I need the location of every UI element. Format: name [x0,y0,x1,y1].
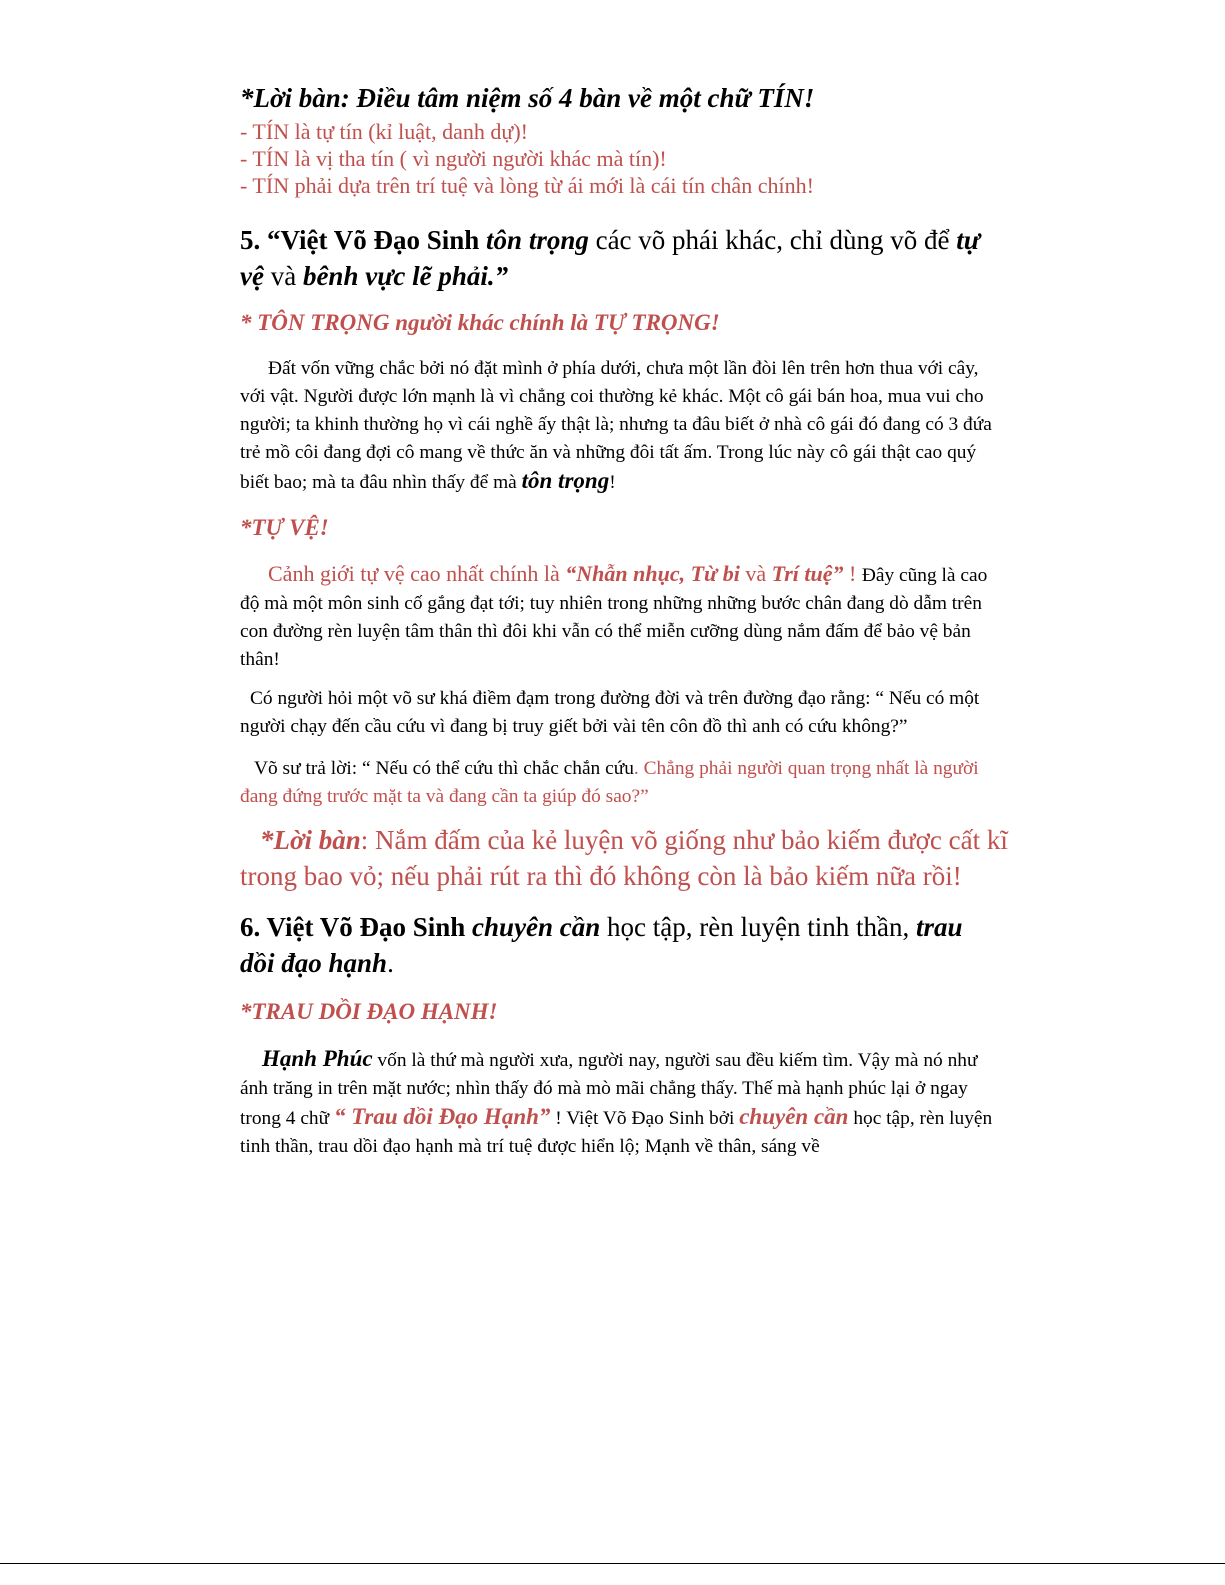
tu-ve-heading: *TỰ VỆ! [240,515,329,540]
tin-item: - TÍN là vị tha tín ( vì người người khác mà tín)! [240,146,667,171]
ton-trong-heading: * TÔN TRỌNG người khác chính là TỰ TRỌNG! [240,310,720,335]
section-6-heading: 6. Việt Võ Đạo Sinh chuyên cần học tập, rèn luyện tinh thần, trau dồi đạo hạnh. [240,912,963,978]
tin-item: - TÍN phải dựa trên trí tuệ và lòng từ ái mới là cái tín chân chính! [240,173,814,198]
loiban-fist-paragraph: *Lời bàn: Nắm đấm của kẻ luyện võ giống như bảo kiếm được cất kĩ trong bao vỏ; nếu phải rút ra thì đó không còn là bảo kiếm nữa rồi! [240,825,1008,891]
tu-ve-paragraph: Cảnh giới tự vệ cao nhất chính là “Nhẫn nhục, Từ bi và Trí tuệ” ! Đây cũng là cao độ mà một môn sinh cố gắng đạt tới; tuy nhiên trong những những bước chân đang dò dẫm trên con đường rèn luyện tâm thân thì đôi khi vẫn có thể miễn cưỡng dùng nắm đấm để bảo vệ bản thân! [240,561,988,670]
section-5-heading: 5. “Việt Võ Đạo Sinh tôn trọng các võ phái khác, chỉ dùng võ để tự vệ và bênh vực lẽ phải.” [240,225,980,291]
loiban-tin-heading: *Lời bàn: Điều tâm niệm số 4 bàn về một chữ TÍN! [240,83,815,113]
story-question: Có người hỏi một võ sư khá điềm đạm trong đường đời và trên đường đạo rằng: “ Nếu có một người chạy đến cầu cứu vì đang bị truy giết bởi vài tên côn đồ thì anh có cứu không?” [240,688,980,737]
trau-doi-paragraph: Hạnh Phúc vốn là thứ mà người xưa, người nay, người sau đều kiếm tìm. Vậy mà nó như ánh trăng in trên mặt nước; nhìn thấy đó mà mò mãi chẳng thấy. Thế mà hạnh phúc lại ở ngay trong 4 chữ “ Trau dồi Đạo Hạnh” ! Việt Võ Đạo Sinh bởi chuyên cần học tập, rèn luyện tinh thần, trau dồi đạo hạnh mà trí tuệ được hiển lộ; Mạnh về thân, sáng về [240,1046,993,1157]
tin-list [240,118,1000,199]
ton-trong-paragraph: Đất vốn vững chắc bởi nó đặt mình ở phía dưới, chưa một lần đòi lên trên hơn thua với cây, với vật. Người được lớn mạnh là vì chẳng coi thường kẻ khác. Một cô gái bán hoa, mua vui cho người; ta khinh thường họ vì cái nghề ấy thật là; nhưng ta đâu biết ở nhà cô gái đó đang có 3 đứa trẻ mồ côi đang đợi cô mang về thức ăn và những đôi tất ấm. Trong lúc này cô gái thật cao quý biết bao; mà ta đâu nhìn thấy để mà tôn trọng! [240,358,992,493]
tin-item: - TÍN là tự tín (kỉ luật, danh dự)! [240,119,528,144]
page-bottom-border [0,1563,1225,1564]
trau-doi-heading: *TRAU DỒI ĐẠO HẠNH! [240,999,498,1024]
story-answer: Võ sư trả lời: “ Nếu có thể cứu thì chắc chắn cứu. Chẳng phải người quan trọng nhất là người đang đứng trước mặt ta và đang cần ta giúp đó sao?” [240,758,979,807]
